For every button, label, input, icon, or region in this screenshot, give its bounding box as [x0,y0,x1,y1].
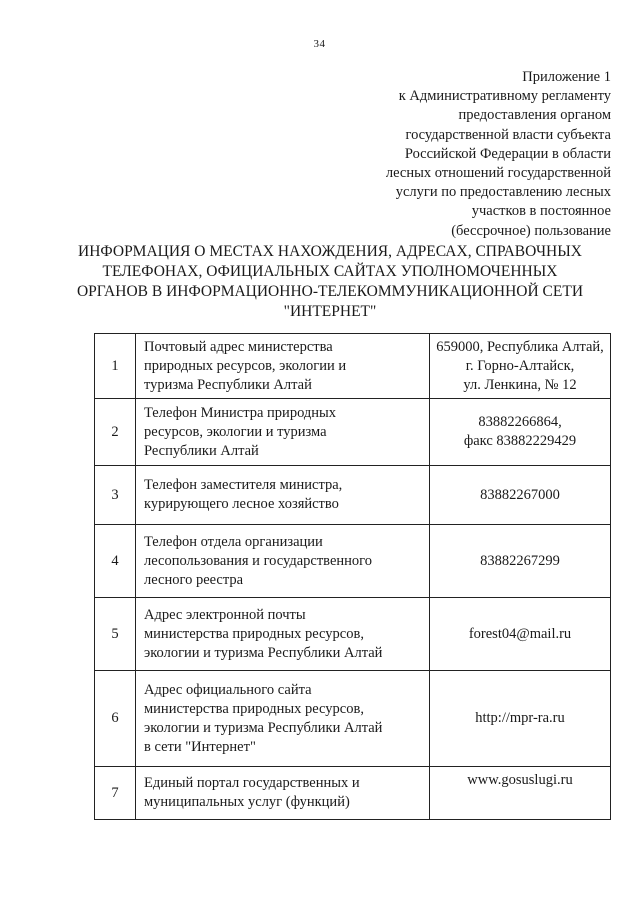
row-value: 83882267299 [430,525,611,598]
appendix-line: услуги по предоставлению лесных [395,184,611,201]
row-number: 1 [95,334,136,399]
table-row [95,399,611,466]
row-number: 3 [95,466,136,525]
heading-line: ТЕЛЕФОНАХ, ОФИЦИАЛЬНЫХ САЙТАХ УПОЛНОМОЧЕННЫХ [102,263,558,280]
appendix-line: Приложение 1 [522,69,611,85]
row-value: 83882266864, факс 83882229429 [430,399,611,466]
row-number: 7 [95,767,136,820]
row-value: www.gosuslugi.ru [430,767,611,820]
appendix-note [291,68,611,241]
table-row [95,767,611,820]
contact-info-table [94,333,611,820]
table-row [95,334,611,399]
row-description: Телефон заместителя министра, курирующего лесное хозяйство [136,466,430,525]
row-value: forest04@mail.ru [430,598,611,671]
appendix-line: к Административному регламенту [398,88,611,105]
table-row [95,598,611,671]
row-value: 659000, Республика Алтай, г. Горно-Алтайск, ул. Ленкина, № 12 [430,334,611,399]
table-row [95,671,611,767]
heading-line: ИНФОРМАЦИЯ О МЕСТАХ НАХОЖДЕНИЯ, АДРЕСАХ, СПРАВОЧНЫХ [78,243,582,260]
row-number: 4 [95,525,136,598]
row-value: 83882267000 [430,466,611,525]
appendix-line: (бессрочное) пользование [451,222,611,239]
row-description: Единый портал государственных и муниципальных услуг (функций) [136,767,430,820]
row-value: http://mpr-ra.ru [430,671,611,767]
document-heading [60,242,600,322]
row-description: Телефон отдела организации лесопользования и государственного лесного реестра [136,525,430,598]
appendix-line: предоставления органом [458,107,611,124]
row-number: 6 [95,671,136,767]
page-number: 34 [313,38,326,50]
table-row [95,525,611,598]
row-number: 2 [95,399,136,466]
row-description: Почтовый адрес министерства природных ресурсов, экологии и туризма Республики Алтай [136,334,430,399]
row-description: Адрес официального сайта министерства природных ресурсов, экологии и туризма Республики Алтай в сети "Интернет" [136,671,430,767]
heading-line: "ИНТЕРНЕТ" [283,303,377,320]
appendix-line: государственной власти субъекта [405,126,611,143]
appendix-line: лесных отношений государственной [385,165,611,182]
heading-line: ОРГАНОВ В ИНФОРМАЦИОННО-ТЕЛЕКОММУНИКАЦИОННОЙ СЕТИ [76,283,584,300]
row-number: 5 [95,598,136,671]
row-description: Телефон Министра природных ресурсов, экологии и туризма Республики Алтай [136,399,430,466]
table-row [95,466,611,525]
appendix-line: Российской Федерации в области [404,145,611,162]
row-description: Адрес электронной почты министерства природных ресурсов, экологии и туризма Республики Алтай [136,598,430,671]
appendix-line: участков в постоянное [471,203,611,220]
